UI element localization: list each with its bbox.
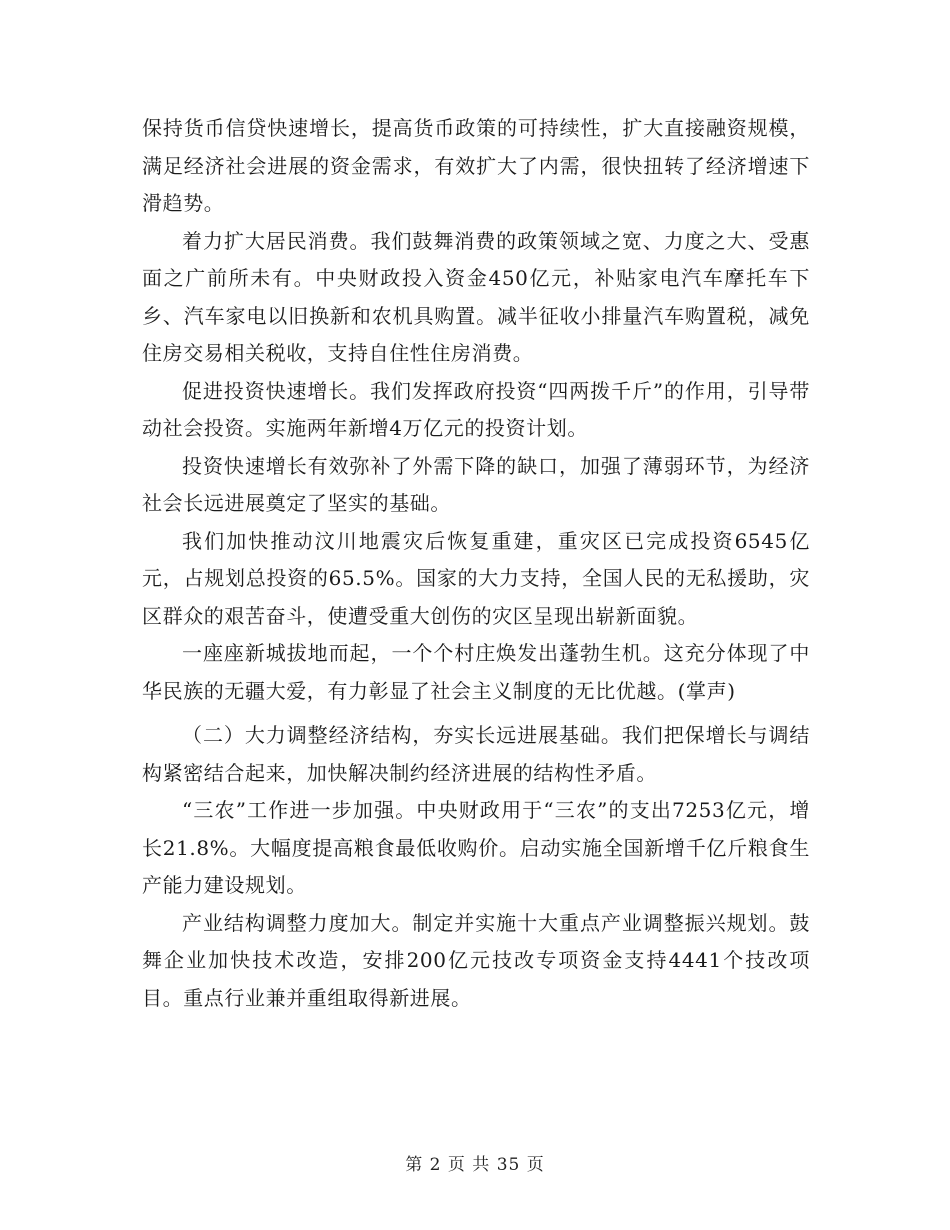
paragraph-section-two: （二）大力调整经济结构，夯实长远进展基础。我们把保增长与调结构紧密结合起来，加快解决制约经济进展的结构性矛盾。 — [142, 723, 810, 785]
paragraph-investment: 促进投资快速增长。我们发挥政府投资“四两拨千斤”的作用，引导带动社会投资。实施两年新增4万亿元的投资计划。 — [142, 378, 810, 440]
paragraph-consumption: 着力扩大居民消费。我们鼓舞消费的政策领域之宽、力度之大、受惠面之广前所未有。中央财政投入资金450亿元，补贴家电汽车摩托车下乡、汽车家电以旧换新和农机具购置。减半征收小排量汽车购置税，减免住房交易相关税收，支持自住性住房消费。 — [142, 228, 810, 365]
paragraph-new-cities: 一座座新城拔地而起，一个个村庄焕发出蓬勃生机。这充分体现了中华民族的无疆大爱，有力彰显了社会主义制度的无比优越。(掌声) — [142, 641, 810, 703]
body-text — [142, 110, 810, 1017]
paragraph-investment-effect: 投资快速增长有效弥补了外需下降的缺口，加强了薄弱环节，为经济社会长远进展奠定了坚实的基础。 — [142, 453, 810, 515]
paragraph-reconstruction: 我们加快推动汶川地震灾后恢复重建，重灾区已完成投资6545亿元，占规划总投资的65.5%。国家的大力支持，全国人民的无私援助，灾区群众的艰苦奋斗，使遭受重大创伤的灾区呈现出崭新面貌。 — [142, 528, 810, 628]
paragraph-continuation: 保持货币信贷快速增长，提高货币政策的可持续性，扩大直接融资规模，满足经济社会进展的资金需求，有效扩大了内需，很快扭转了经济增速下滑趋势。 — [142, 116, 810, 215]
paragraph-industry: 产业结构调整力度加大。制定并实施十大重点产业调整振兴规划。鼓舞企业加快技术改造，安排200亿元技改专项资金支持4441个技改项目。重点行业兼并重组取得新进展。 — [142, 910, 810, 1010]
page-number-footer: 第 2 页 共 35 页 — [405, 1155, 545, 1175]
paragraph-agriculture: “三农”工作进一步加强。中央财政用于“三农”的支出7253亿元，增长21.8%。大幅度提高粮食最低收购价。启动实施全国新增千亿斤粮食生产能力建设规划。 — [142, 798, 810, 897]
